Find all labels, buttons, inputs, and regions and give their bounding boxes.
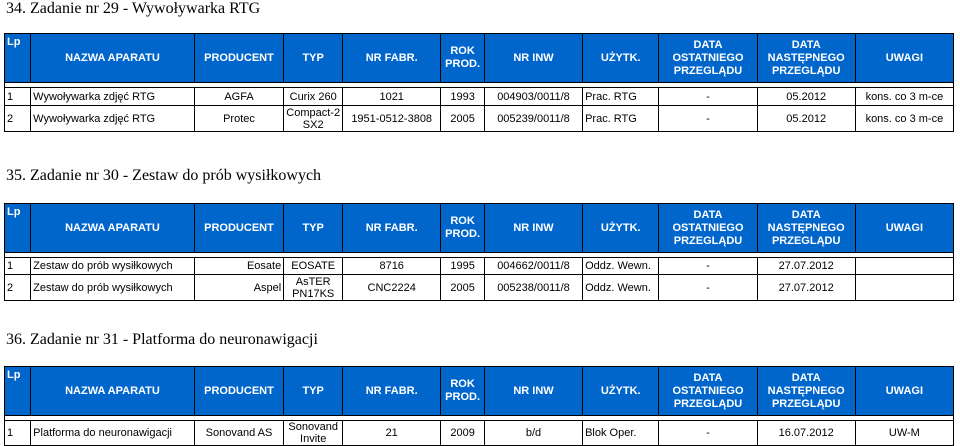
col-lp: Lp: [5, 204, 31, 253]
cell-notes: [855, 275, 953, 301]
cell-user: Prac. RTG: [583, 88, 659, 106]
section-title: 36. Zadanie nr 31 - Platforma do neuronawigacji: [6, 331, 318, 348]
col-last: DATA OSTATNIEGO PRZEGLĄDU: [659, 34, 757, 83]
col-producer: PRODUCENT: [194, 34, 283, 83]
cell-next: 27.07.2012: [757, 275, 855, 301]
cell-notes: kons. co 3 m-ce: [855, 88, 953, 106]
col-name: NAZWA APARATU: [31, 367, 195, 416]
cell-name: Platforma do neuronawigacji: [31, 421, 195, 446]
col-user: UŻYTK.: [583, 367, 659, 416]
cell-type: Sonovand Invite: [284, 421, 343, 446]
col-last: DATA OSTATNIEGO PRZEGLĄDU: [659, 204, 757, 253]
cell-lp: 2: [5, 275, 31, 301]
col-last: DATA OSTATNIEGO PRZEGLĄDU: [659, 367, 757, 416]
cell-lp: 1: [5, 258, 31, 275]
col-type: TYP: [284, 34, 343, 83]
col-type: TYP: [284, 367, 343, 416]
col-year: ROK PROD.: [441, 204, 485, 253]
cell-inv: 004662/0011/8: [484, 258, 582, 275]
cell-producer: Aspel: [194, 275, 283, 301]
col-serial: NR FABR.: [343, 34, 441, 83]
cell-user: Oddz. Wewn.: [583, 258, 659, 275]
cell-serial: 1021: [343, 88, 441, 106]
cell-next: 27.07.2012: [757, 258, 855, 275]
cell-last: -: [659, 106, 757, 132]
col-user: UŻYTK.: [583, 204, 659, 253]
cell-next: 05.2012: [757, 88, 855, 106]
header-row: [5, 34, 954, 83]
cell-notes: kons. co 3 m-ce: [855, 106, 953, 132]
col-next: DATA NASTĘPNEGO PRZEGLĄDU: [757, 34, 855, 83]
cell-name: Zestaw do prób wysiłkowych: [31, 258, 195, 275]
table-row: [5, 421, 954, 446]
col-notes: UWAGI: [855, 34, 953, 83]
cell-year: 1995: [441, 258, 485, 275]
cell-year: 2005: [441, 106, 485, 132]
cell-inv: 005239/0011/8: [484, 106, 582, 132]
cell-next: 05.2012: [757, 106, 855, 132]
cell-serial: 1951-0512-3808: [343, 106, 441, 132]
col-inv: NR INW: [484, 367, 582, 416]
cell-serial: 21: [343, 421, 441, 446]
equipment-table-30: [4, 203, 954, 301]
col-lp: Lp: [5, 34, 31, 83]
table-row: [5, 88, 954, 106]
col-next: DATA NASTĘPNEGO PRZEGLĄDU: [757, 367, 855, 416]
cell-producer: Protec: [194, 106, 283, 132]
table-row: [5, 275, 954, 301]
cell-lp: 1: [5, 88, 31, 106]
cell-notes: UW-M: [855, 421, 953, 446]
col-inv: NR INW: [484, 204, 582, 253]
cell-notes: [855, 258, 953, 275]
col-name: NAZWA APARATU: [31, 204, 195, 253]
cell-last: -: [659, 88, 757, 106]
cell-type: AsTER PN17KS: [284, 275, 343, 301]
cell-lp: 2: [5, 106, 31, 132]
col-name: NAZWA APARATU: [31, 34, 195, 83]
cell-name: Wywoływarka zdjęć RTG: [31, 88, 195, 106]
cell-name: Zestaw do prób wysiłkowych: [31, 275, 195, 301]
col-year: ROK PROD.: [441, 34, 485, 83]
cell-last: -: [659, 421, 757, 446]
col-type: TYP: [284, 204, 343, 253]
cell-lp: 1: [5, 421, 31, 446]
cell-producer: Eosate: [194, 258, 283, 275]
header-row: [5, 204, 954, 253]
col-notes: UWAGI: [855, 204, 953, 253]
cell-last: -: [659, 258, 757, 275]
cell-producer: AGFA: [194, 88, 283, 106]
col-notes: UWAGI: [855, 367, 953, 416]
col-producer: PRODUCENT: [194, 204, 283, 253]
equipment-table-29: [4, 33, 954, 132]
cell-inv: 004903/0011/8: [484, 88, 582, 106]
header-row: [5, 367, 954, 416]
cell-type: Curix 260: [284, 88, 343, 106]
col-year: ROK PROD.: [441, 367, 485, 416]
cell-serial: CNC2224: [343, 275, 441, 301]
cell-year: 2009: [441, 421, 485, 446]
col-lp: Lp: [5, 367, 31, 416]
cell-year: 2005: [441, 275, 485, 301]
cell-next: 16.07.2012: [757, 421, 855, 446]
cell-type: Compact-2 SX2: [284, 106, 343, 132]
col-producer: PRODUCENT: [194, 367, 283, 416]
section-title: 34. Zadanie nr 29 - Wywoływarka RTG: [6, 0, 261, 17]
cell-last: -: [659, 275, 757, 301]
col-serial: NR FABR.: [343, 367, 441, 416]
col-user: UŻYTK.: [583, 34, 659, 83]
equipment-table-31: [4, 366, 954, 446]
col-next: DATA NASTĘPNEGO PRZEGLĄDU: [757, 204, 855, 253]
cell-name: Wywoływarka zdjęć RTG: [31, 106, 195, 132]
section-title: 35. Zadanie nr 30 - Zestaw do prób wysiłkowych: [6, 167, 322, 184]
col-serial: NR FABR.: [343, 204, 441, 253]
cell-user: Prac. RTG: [583, 106, 659, 132]
col-inv: NR INW: [484, 34, 582, 83]
cell-user: Oddz. Wewn.: [583, 275, 659, 301]
table-row: [5, 258, 954, 275]
cell-serial: 8716: [343, 258, 441, 275]
cell-producer: Sonovand AS: [194, 421, 283, 446]
table-row: [5, 106, 954, 132]
cell-user: Blok Oper.: [583, 421, 659, 446]
cell-type: EOSATE: [284, 258, 343, 275]
cell-inv: 005238/0011/8: [484, 275, 582, 301]
cell-inv: b/d: [484, 421, 582, 446]
cell-year: 1993: [441, 88, 485, 106]
